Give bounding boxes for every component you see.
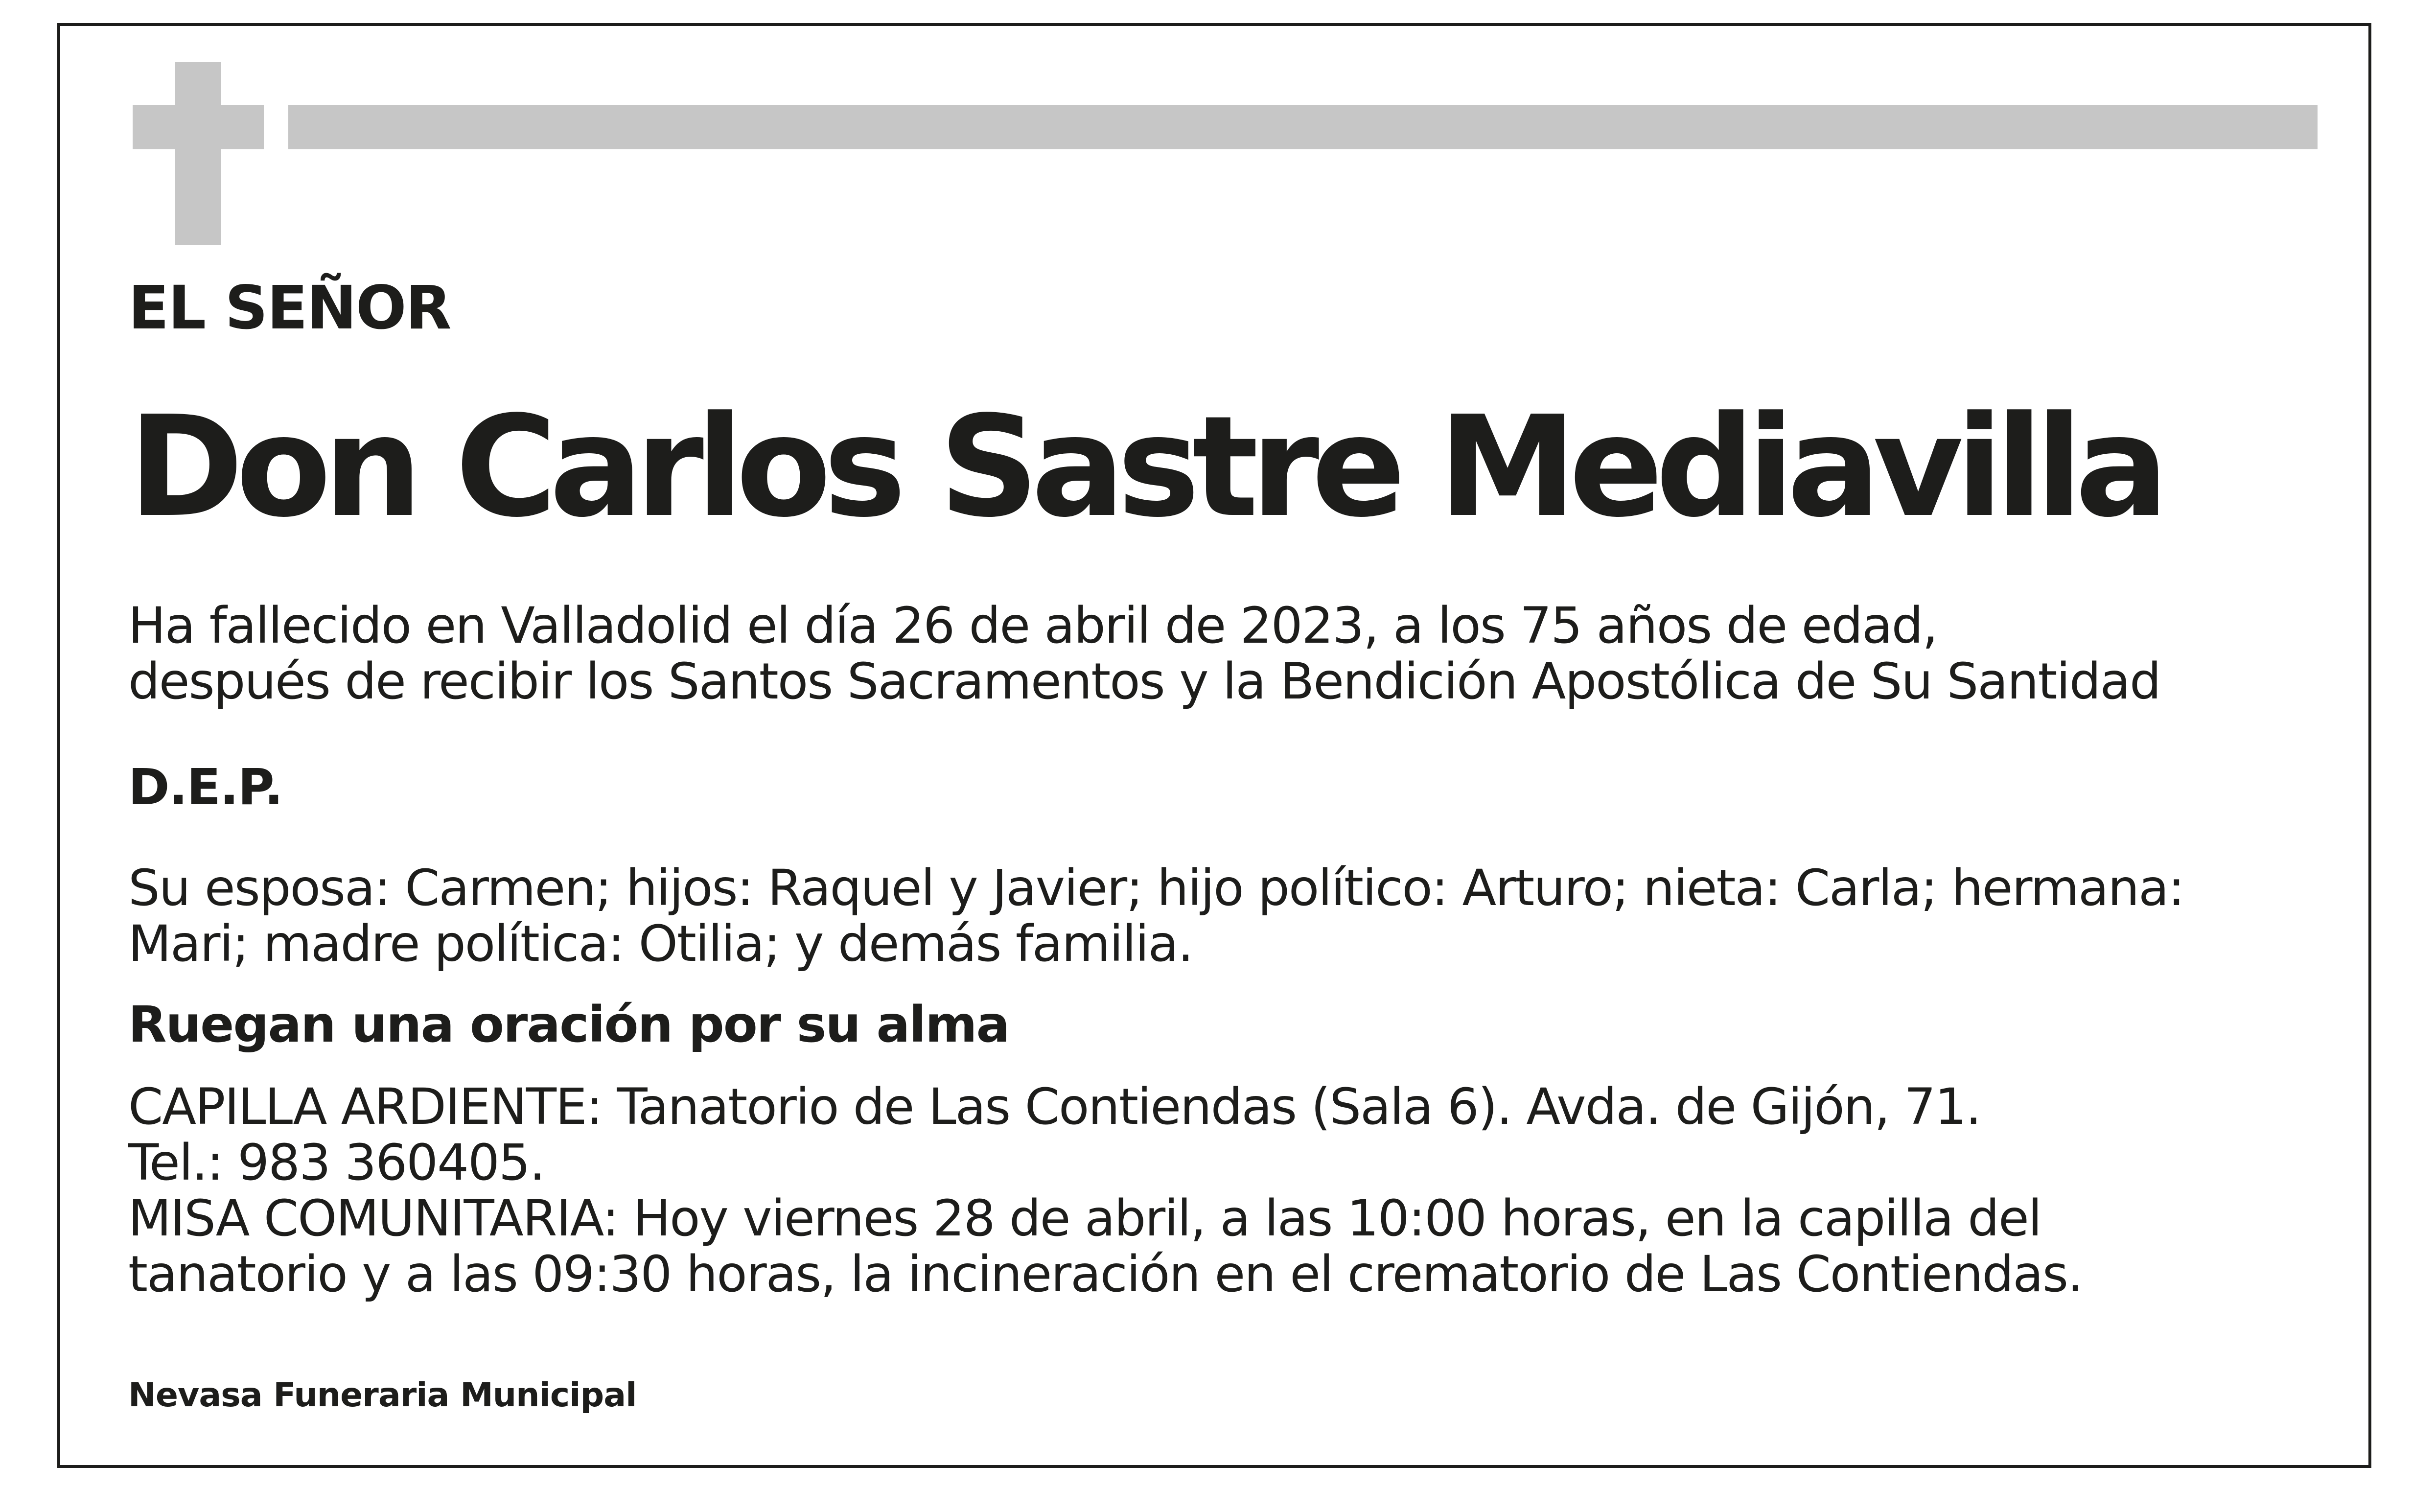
family-list-line: Su esposa: Carmen; hijos: Raquel y Javier; hijo político: Arturo; nieta: Carla; hermana: <box>128 859 2184 917</box>
notice-heading: EL SEÑOR <box>128 273 451 343</box>
service-details-line: CAPILLA ARDIENTE: Tanatorio de Las Contiendas (Sala 6). Avda. de Gijón, 71. <box>128 1078 1981 1136</box>
service-details-line: MISA COMUNITARIA: Hoy viernes 28 de abril, a las 10:00 horas, en la capilla del <box>128 1189 2041 1248</box>
family-list <box>128 861 2184 972</box>
deceased-name: Don Carlos Sastre Mediavilla <box>128 386 2161 548</box>
cross-icon-arm <box>133 105 264 149</box>
cross-icon <box>175 62 221 245</box>
family-list-line: Mari; madre política: Otilia; y demás familia. <box>128 915 1193 973</box>
funeral-home-credit: Nevasa Funeraria Municipal <box>128 1376 637 1415</box>
prayer-request: Ruegan una oración por su alma <box>128 996 1009 1054</box>
service-details-line: Tel.: 983 360405. <box>128 1134 545 1192</box>
header-rule <box>288 105 2318 149</box>
death-announcement <box>128 598 2160 710</box>
service-details <box>128 1079 2082 1303</box>
death-announcement-line: Ha fallecido en Valladolid el día 26 de abril de 2023, a los 75 años de edad, <box>128 597 1937 655</box>
service-details-line: tanatorio y a las 09:30 horas, la incineración en el crematorio de Las Contiendas. <box>128 1245 2083 1303</box>
rip-text: D.E.P. <box>128 758 282 816</box>
death-announcement-line: después de recibir los Santos Sacramentos y la Bendición Apostólica de Su Santidad <box>128 652 2160 711</box>
